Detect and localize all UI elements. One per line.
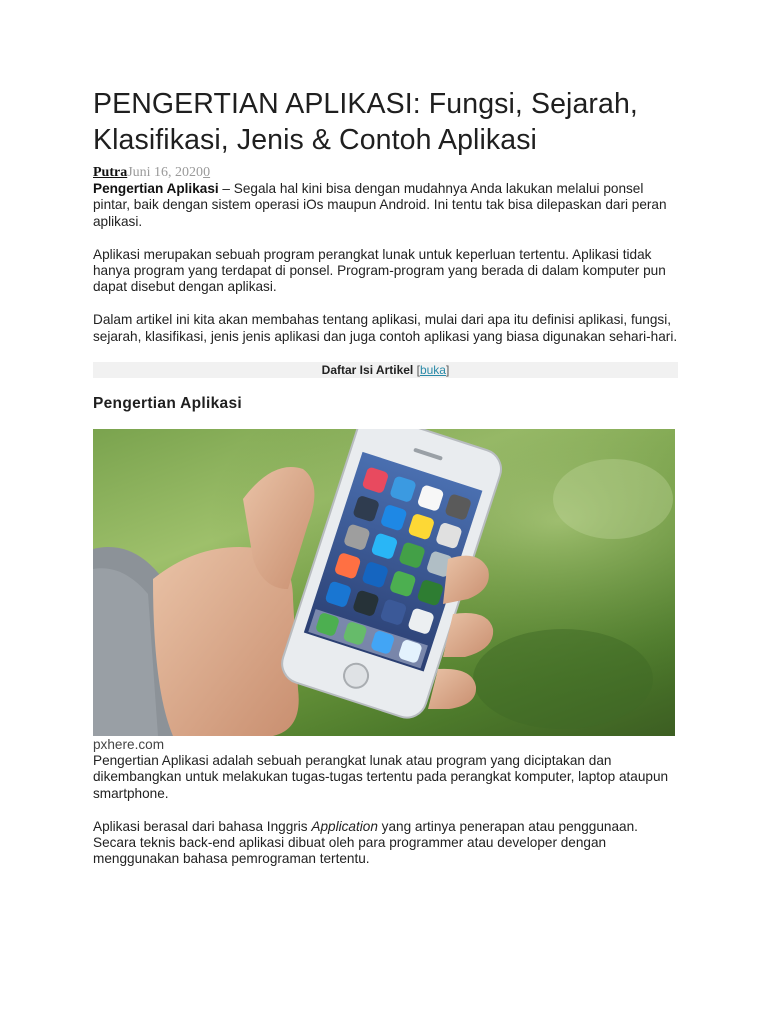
paragraph-3: Dalam artikel ini kita akan membahas tentang aplikasi, mulai dari apa itu definisi aplikasi, fungsi, sejarah, klasifikasi, jenis jenis aplikasi dan juga contoh aplikasi yang biasa digunakan sehari-hari. bbox=[93, 312, 678, 344]
date-glyph: 0 bbox=[203, 165, 211, 180]
author-link[interactable]: Putra bbox=[93, 165, 128, 180]
paragraph-4: Pengertian Aplikasi adalah sebuah perangkat lunak atau program yang diciptakan dan dikembangkan untuk melakukan tugas-tugas tertentu pada perangkat komputer, laptop ataupun smartphone. bbox=[93, 753, 669, 801]
toc-title: Daftar Isi Artikel bbox=[321, 363, 414, 378]
section-heading-pengertian: Pengertian Aplikasi bbox=[93, 395, 242, 413]
paragraph-5 bbox=[93, 819, 678, 868]
article bbox=[93, 86, 678, 868]
paragraph-5-italic: Application bbox=[311, 818, 378, 834]
byline bbox=[93, 164, 678, 181]
intro-text: – Segala hal kini bisa dengan mudahnya Anda lakukan melalui ponsel pintar, baik dengan sistem operasi iOs maupun Android. Ini tentu tak bisa dilepaskan dari peran aplikasi. bbox=[93, 181, 667, 229]
intro-paragraph bbox=[93, 181, 678, 230]
hand-holding-phone-image bbox=[93, 429, 675, 736]
toc-bracket-open: [ bbox=[416, 363, 420, 378]
article-photo bbox=[93, 429, 675, 736]
table-of-contents-bar bbox=[93, 362, 678, 378]
paragraph-5-before: Aplikasi berasal dari bahasa Inggris bbox=[93, 818, 312, 834]
toc-open-link[interactable]: buka bbox=[419, 363, 446, 378]
image-caption: pxhere.com bbox=[93, 737, 165, 753]
post-date: Juni 16, 2020 bbox=[127, 165, 204, 180]
article-title: PENGERTIAN APLIKASI: Fungsi, Sejarah, Klasifikasi, Jenis & Contoh Aplikasi bbox=[93, 88, 638, 156]
toc-bracket-close: ] bbox=[445, 363, 450, 378]
paragraph-5-after: yang artinya penerapan atau penggunaan. Secara teknis back-end aplikasi dibuat oleh para programmer atau developer dengan menggunakan bahasa pemrograman tertentu. bbox=[93, 818, 638, 867]
paragraph-2: Aplikasi merupakan sebuah program perangkat lunak untuk keperluan tertentu. Aplikasi tidak hanya program yang terdapat di ponsel. Program-program yang berada di dalam komputer pun dapat disebut dengan aplikasi. bbox=[93, 246, 666, 295]
intro-bold-term: Pengertian Aplikasi bbox=[93, 181, 219, 196]
